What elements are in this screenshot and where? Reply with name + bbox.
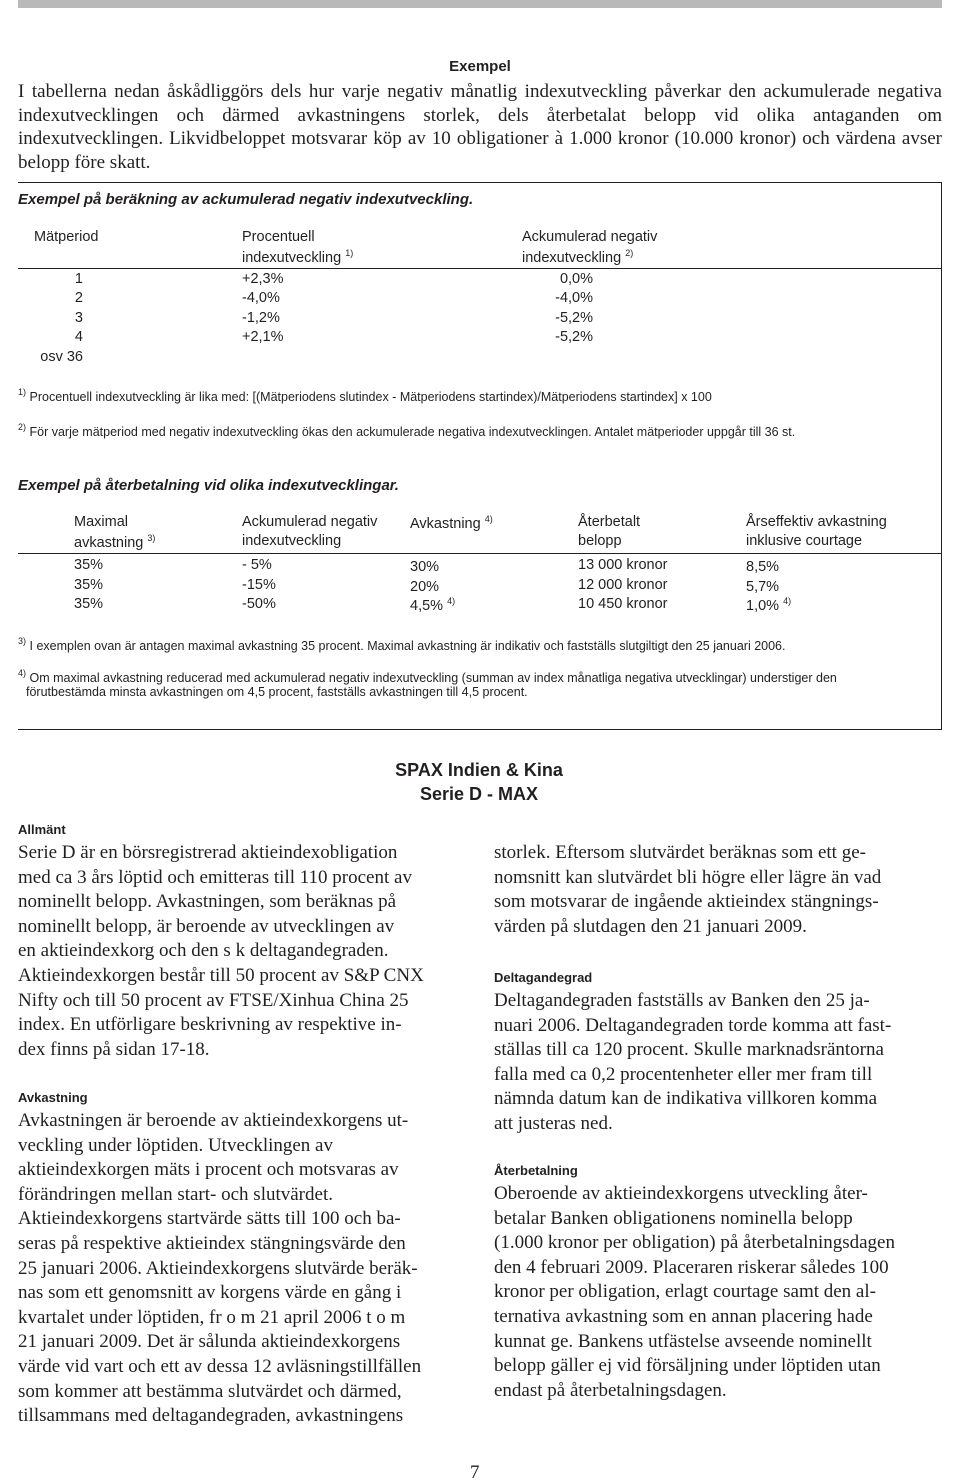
table-row [18, 349, 618, 368]
annual-cell: 5,7% [746, 578, 780, 595]
max-cell: 35% [74, 557, 104, 573]
table1-title: Exempel på beräkning av ackumulerad negativ indexutveckling. [18, 191, 474, 208]
table2-header-return: Avkastning $^{4)}$ [410, 514, 493, 532]
table2-footnote-4: $^{4)}$ Om maximal avkastning reducerad med ackumulerad negativ indexutveckling (summan av index månatliga negativa utvecklingar) understiger den [18, 668, 837, 685]
table-row [18, 290, 618, 309]
annual-cell: 8,5% [746, 559, 780, 575]
acc-cell: -5,2% [555, 309, 593, 326]
annual-cell: 1,0% $^{4)}$ [746, 596, 792, 614]
pct-cell: -4,0% [242, 290, 280, 307]
table2-body [74, 557, 934, 616]
section-text-continued: storlek. Eftersom slutvärdet beräknas som ett ge- nomsnitt kan slutvärdet bli högre eller lägre än vad som motsvarar de ingående aktieindex stängnings- värden på slutdagen den 21 januari 2009. [494, 842, 882, 937]
table1-header-pct-line1: Procentuell [242, 229, 315, 245]
section-heading-deltagandegrad: Deltagandegrad [494, 970, 593, 985]
section-text-deltagandegrad: Deltagandegraden fastställs av Banken den 25 ja- nuari 2006. Deltagandegraden torde komma att fast- ställas till ca 120 procent. Skulle marknadsräntorna falla med ca 0,2 procentenheter eller mer fram till nämnda datum kan de indikativa villkoren komma att justeras ned. [494, 990, 892, 1134]
max-cell: 35% [74, 576, 104, 593]
table1-header-rule [18, 268, 942, 269]
pct-cell: +2,1% [242, 329, 284, 346]
product-title-line2: Serie D - MAX [419, 784, 539, 804]
table2-title: Exempel på återbetalning vid olika indexutvecklingar. [18, 477, 399, 494]
pct-cell: -1,2% [242, 309, 280, 326]
table2-footnote-3: $^{3)}$ I exemplen ovan är antagen maximal avkastning 35 procent. Maximal avkastning är indikativ och fastställs slutgiltigt den 25 januari 2006. [18, 636, 786, 653]
acc-cell: 0,0% [559, 271, 593, 287]
acc-cell: -5,2% [555, 329, 593, 346]
table2-header-repaid-line2: belopp [578, 533, 622, 549]
table2-header-max-line2: avkastning $^{3)}$ [74, 533, 156, 551]
table-row [18, 310, 618, 329]
table-row [18, 329, 618, 348]
table1-header-period: Mätperiod [34, 229, 99, 245]
page-number: 7 [470, 1462, 480, 1483]
table1-footnote-2: $^{2)}$ För varje mätperiod med negativ indexutveckling ökas den ackumulerade negativa indexutvecklingen. Antalet mätperioder uppgår till 36 st. [18, 422, 796, 439]
table2-header-acc-line2: indexutveckling [242, 533, 342, 549]
table2-header-acc-line1: Ackumulerad negativ [242, 514, 378, 530]
max-cell: 35% [74, 596, 104, 612]
section-heading-aterbetalning: Återbetalning [494, 1163, 578, 1178]
return-cell: 30% [410, 559, 440, 575]
product-title-line1: SPAX Indien & Kina [395, 760, 563, 780]
acc-cell: -4,0% [555, 290, 593, 307]
table1-header-acc-line1: Ackumulerad negativ [522, 229, 658, 245]
period-cell: 1 [74, 271, 83, 287]
return-cell: 20% [410, 578, 440, 595]
table-row [74, 557, 934, 577]
section-text-allmant: Serie D är en börsregistrerad aktieindexobligation med ca 3 års löptid och emitteras till 110 procent av nominellt belopp. Avkastningen, som beräknas på nominellt belopp, är beroende av utvecklingen av en aktieindexkorg och den s k deltagandegraden. Aktieindexkorgen består till 50 procent av S&P CNX Nifty och till 50 procent av FTSE/Xinhua China 25 index. En utförligare beskrivning av respektive in- dex finns på sidan 17-18. [18, 842, 424, 1060]
acc-cell: - 5% [242, 557, 272, 573]
top-bar [18, 0, 942, 8]
table2-header-rule [18, 553, 942, 554]
return-cell: 4,5% $^{4)}$ [410, 596, 456, 614]
table2-header-repaid-line1: Återbetalt [578, 514, 641, 530]
period-cell: 3 [74, 309, 83, 326]
table2-footnote-4-continued: förutbestämda minsta avkastningen om 4,5 procent, fastställs avkastningen till 4,5 procent. [26, 685, 528, 699]
repaid-cell: 10 450 kronor [578, 596, 668, 612]
section-text-avkastning: Avkastningen är beroende av aktieindexkorgens ut- veckling under löptiden. Utvecklingen av aktieindexkorgen mäts i procent och motsvaras av förändringen mellan start- och slutvärdet. Aktieindexkorgens startvärde sätts till 100 och ba- seras på respektive aktieindex stängningsvärde den 25 januari 2006. Aktieindexkorgens slutvärde beräk- nas som ett genomsnitt av korgens värde en gång i kvartalet under löptiden, fr o m 21 april 2006 t o m 21 januari 2009. Det är sålunda aktieindexkorgens värde vid vart och ett av dessa 12 avläsningstillfällen som kommer att bestämma slutvärdet och därmed, tillsammans med deltagandegraden, avkastningens [18, 1110, 422, 1427]
pct-cell: +2,3% [242, 271, 284, 287]
table-row [74, 596, 934, 616]
table1-header-acc-line2: indexutveckling $^{2)}$ [522, 248, 634, 266]
period-cell: osv 36 [40, 348, 83, 365]
period-cell: 4 [74, 329, 83, 346]
table2-header-max-line1: Maximal [74, 514, 128, 530]
table2-header-annual-line2: inklusive courtage [746, 533, 863, 549]
acc-cell: -15% [242, 576, 276, 593]
table-row [18, 271, 618, 290]
example-intro: I tabellerna nedan åskådliggörs dels hur varje negativ månatlig indexutveckling påverkar den ackumulerade negativa indexutvecklingen och därmed avkastningens storlek, dels återbetalat belopp vid olika antaganden om indexutvecklingen. Likvidbeloppet motsvarar köp av 10 obligationer à 1.000 kronor (10.000 kronor) och värdena avser belopp före skatt. [18, 81, 942, 173]
period-cell: 2 [74, 290, 83, 307]
section-text-aterbetalning: Oberoende av aktieindexkorgens utveckling åter- betalar Banken obligationens nominella belopp (1.000 kronor per obligation) på återbetalningsdagen den 4 februari 2009. Placeraren riskerar således 100 kronor per obligation, erlagt courtage samt den al- ternativa avkastning som en annan placering hade kunnat ge. Bankens utfästelse avseende nominellt belopp gäller ej vid försäljning under löptiden utan endast på återbetalningsdagen. [494, 1183, 895, 1401]
acc-cell: -50% [242, 596, 276, 612]
repaid-cell: 13 000 kronor [578, 557, 668, 573]
table-row [74, 577, 934, 597]
table2-header-annual-line1: Årseffektiv avkastning [746, 514, 887, 530]
repaid-cell: 12 000 kronor [578, 576, 668, 593]
example-heading: Exempel [449, 58, 511, 75]
table1-header-pct-line2: indexutveckling $^{1)}$ [242, 248, 354, 266]
table1-body [18, 271, 618, 368]
section-heading-avkastning: Avkastning [18, 1090, 88, 1105]
product-title [349, 758, 609, 806]
section-heading-allmant: Allmänt [18, 822, 66, 837]
table1-footnote-1: $^{1)}$ Procentuell indexutveckling är lika med: [(Mätperiodens slutindex - Mätperiodens startindex)/Mätperiodens startindex] x 100 [18, 387, 712, 404]
